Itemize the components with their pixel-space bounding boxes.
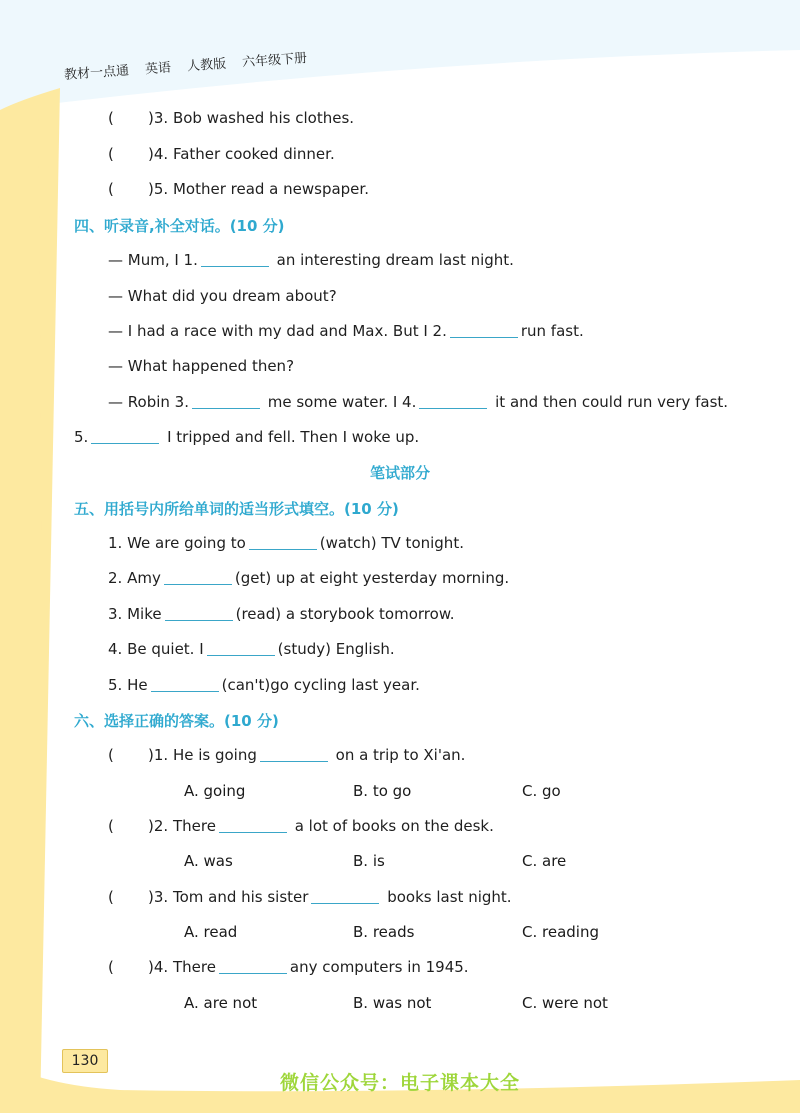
blank-3[interactable] [192, 392, 260, 409]
fill-blank-2[interactable] [164, 568, 232, 585]
answer-paren[interactable]: ( [108, 746, 114, 764]
page-number: 130 [62, 1049, 108, 1073]
option-c[interactable]: C. reading [522, 923, 599, 941]
option-a[interactable]: A. read [184, 923, 238, 941]
written-part-title: 笔试部分 [369, 464, 430, 482]
fill-blank-3[interactable] [165, 604, 233, 621]
dialogue-line-1: — Mum, I 1. an interesting dream last night. [108, 251, 514, 269]
mc-blank-4[interactable] [219, 957, 287, 974]
watermark-text: 微信公众号：电子课本大全 [279, 1072, 520, 1094]
blank-5[interactable] [91, 427, 159, 444]
tf-item-4: ( )4. Father cooked dinner. [108, 145, 335, 163]
mc-question-2: ( )2. There a lot of books on the desk. [108, 817, 494, 835]
option-a[interactable]: A. going [184, 782, 246, 800]
fill-item-2: 2. Amy (get) up at eight yesterday morning. [108, 569, 510, 587]
mc-blank-1[interactable] [260, 745, 328, 762]
mc-question-3: ( )3. Tom and his sister books last night. [108, 888, 512, 906]
mc-question-4: ( )4. There any computers in 1945. [108, 958, 469, 976]
answer-paren[interactable]: ( [108, 888, 114, 906]
section4-title: 四、听录音,补全对话。(10 分) [74, 217, 285, 235]
blank-2[interactable] [450, 321, 518, 338]
section5-title: 五、用括号内所给单词的适当形式填空。(10 分) [74, 500, 399, 518]
answer-paren[interactable]: ( [108, 109, 114, 127]
option-a[interactable]: A. are not [184, 994, 258, 1012]
answer-paren[interactable]: ( [108, 180, 114, 198]
answer-paren[interactable]: ( [108, 958, 114, 976]
fill-item-4: 4. Be quiet. I (study) English. [108, 640, 395, 658]
fill-item-1: 1. We are going to (watch) TV tonight. [108, 534, 464, 552]
dialogue-line-5: — Robin 3. me some water. I 4. it and then could run very fast. [108, 393, 729, 411]
dialogue-line-6: 5. I tripped and fell. Then I woke up. [74, 428, 420, 446]
option-c[interactable]: C. were not [522, 994, 608, 1012]
mc-blank-2[interactable] [219, 816, 287, 833]
option-c[interactable]: C. go [522, 782, 561, 800]
fill-blank-1[interactable] [249, 533, 317, 550]
option-b[interactable]: B. was not [353, 994, 432, 1012]
tf-item-5: ( )5. Mother read a newspaper. [108, 180, 369, 198]
dialogue-line-4: — What happened then? [108, 357, 295, 375]
page-header [63, 46, 319, 83]
header-edition: 人教版 [186, 56, 227, 75]
option-b[interactable]: B. is [353, 852, 385, 870]
header-subject: 英语 [144, 60, 172, 78]
fill-blank-5[interactable] [151, 675, 219, 692]
header-grade: 六年级下册 [241, 51, 308, 71]
fill-blank-4[interactable] [207, 639, 275, 656]
answer-paren[interactable]: ( [108, 145, 114, 163]
blank-1[interactable] [201, 250, 269, 267]
option-a[interactable]: A. was [184, 852, 233, 870]
dialogue-line-2: — What did you dream about? [108, 287, 337, 305]
fill-item-5: 5. He (can't)go cycling last year. [108, 676, 420, 694]
section6-title: 六、选择正确的答案。(10 分) [74, 712, 279, 730]
mc-blank-3[interactable] [311, 887, 379, 904]
dialogue-line-3: — I had a race with my dad and Max. But I 2. run fast. [108, 322, 584, 340]
fill-item-3: 3. Mike (read) a storybook tomorrow. [108, 605, 455, 623]
mc-question-1: ( )1. He is going on a trip to Xi'an. [108, 746, 466, 764]
blank-4[interactable] [419, 392, 487, 409]
tf-item-3: ( )3. Bob washed his clothes. [108, 109, 355, 127]
option-b[interactable]: B. reads [353, 923, 415, 941]
option-c[interactable]: C. are [522, 852, 567, 870]
answer-paren[interactable]: ( [108, 817, 114, 835]
option-b[interactable]: B. to go [353, 782, 412, 800]
header-book: 教材一点通 [63, 63, 130, 83]
